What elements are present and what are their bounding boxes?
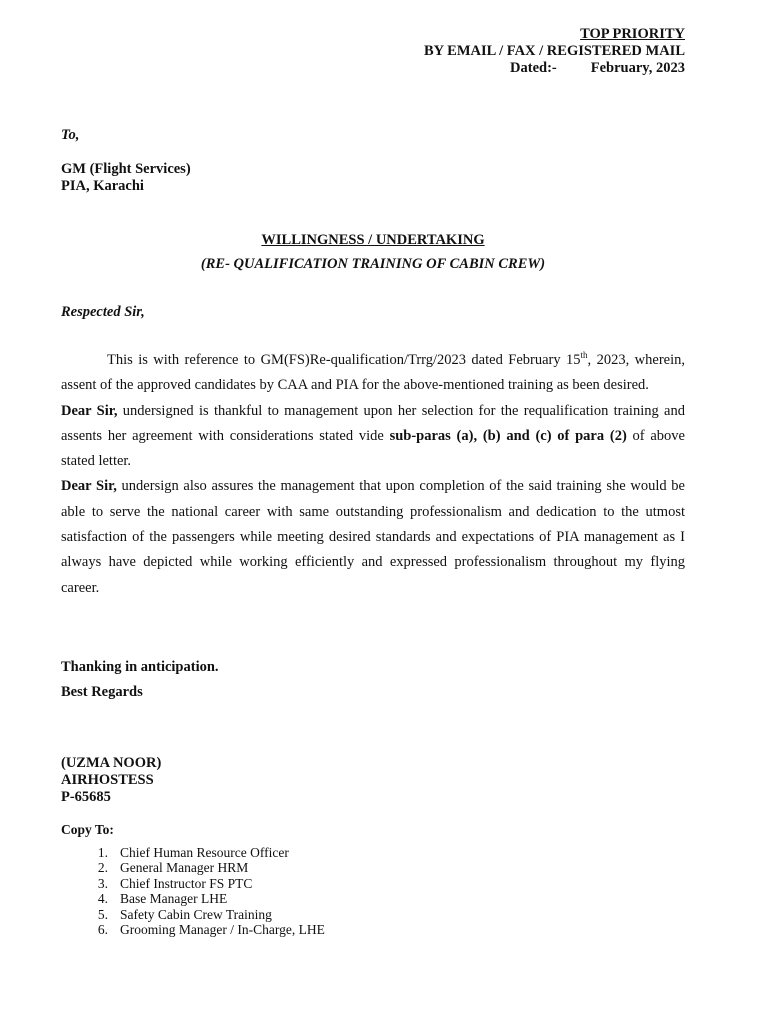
signature-block — [61, 755, 161, 806]
copy-to-label: Copy To: — [61, 822, 114, 837]
signatory-id: P-65685 — [61, 789, 111, 805]
p3-lead: Dear Sir, — [61, 478, 117, 495]
list-item-text: Chief Human Resource Officer — [120, 845, 289, 860]
list-item-number: 2. — [97, 860, 108, 876]
p1-text-b: , 2023, wherein, assent of the approved candidates by CAA and PIA for the above-mentioned training as been desired. — [61, 352, 685, 394]
closing-line-1: Thanking in anticipation. — [61, 659, 219, 675]
list-item-number: 1. — [97, 845, 108, 860]
list-item-text: Safety Cabin Crew Training — [120, 906, 272, 922]
subject-title: WILLINGNESS / UNDERTAKING — [261, 232, 485, 248]
body-paragraph-2 — [61, 399, 685, 475]
subject-block — [61, 228, 685, 276]
list-item-text: General Manager HRM — [120, 860, 249, 876]
priority-label: TOP PRIORITY — [580, 26, 685, 42]
list-item-number: 6. — [97, 922, 108, 938]
addressee-block — [61, 161, 191, 195]
list-item-number: 5. — [97, 906, 108, 922]
dated-label: Dated:- — [510, 60, 557, 76]
addressee-title: GM (Flight Services) — [61, 161, 191, 177]
list-item — [61, 922, 325, 937]
copy-to-list — [61, 845, 325, 937]
signatory-designation: AIRHOSTESS — [61, 772, 154, 788]
list-item-text: Chief Instructor FS PTC — [120, 875, 253, 891]
dated-row — [424, 60, 685, 77]
list-item-number: 4. — [97, 891, 108, 907]
letter-header — [424, 26, 685, 77]
p2-text-b: of above stated letter. — [61, 427, 685, 470]
to-line: To, — [61, 127, 80, 143]
p3-text: undersign also assures the management that upon completion of the said training she would be able to serve the national career with same outstanding professionalism and dedication to the utmost satisfaction of the passengers while meeting desired standards and expectations of PIA management as I always have depicted while working efficiently and expressed professionalism throughout my flying career. — [61, 478, 685, 596]
list-item-number: 3. — [97, 875, 108, 891]
body-paragraph-3 — [61, 474, 685, 600]
list-item — [61, 891, 325, 906]
p2-lead: Dear Sir, — [61, 402, 118, 419]
dated-value: February, 2023 — [590, 60, 685, 76]
delivery-method: BY EMAIL / FAX / REGISTERED MAIL — [423, 43, 685, 59]
letter-body — [61, 348, 685, 601]
body-paragraph-1 — [61, 348, 685, 399]
p2-bold-reference: sub-paras (a), (b) and (c) of para (2) — [389, 427, 627, 444]
closing-line-2: Best Regards — [61, 684, 143, 700]
p2-text-a: undersigned is thankful to management upon her selection for the requalification training and assents her agreement with considerations stated vide — [61, 402, 685, 444]
list-item — [61, 845, 325, 860]
list-item — [61, 907, 325, 922]
subject-subtitle: (RE- QUALIFICATION TRAINING OF CABIN CREW) — [200, 256, 546, 272]
list-item — [61, 860, 325, 875]
addressee-location: PIA, Karachi — [61, 178, 144, 194]
salutation: Respected Sir, — [61, 304, 145, 320]
closing-block — [61, 655, 219, 705]
signatory-name: (UZMA NOOR) — [61, 755, 162, 771]
list-item — [61, 876, 325, 891]
p1-superscript: th — [580, 350, 588, 361]
p1-text-a: This is with reference to GM(FS)Re-qualification/Trrg/2023 dated February 15 — [107, 352, 581, 368]
list-item-text: Grooming Manager / In-Charge, LHE — [120, 922, 325, 938]
list-item-text: Base Manager LHE — [120, 891, 228, 907]
